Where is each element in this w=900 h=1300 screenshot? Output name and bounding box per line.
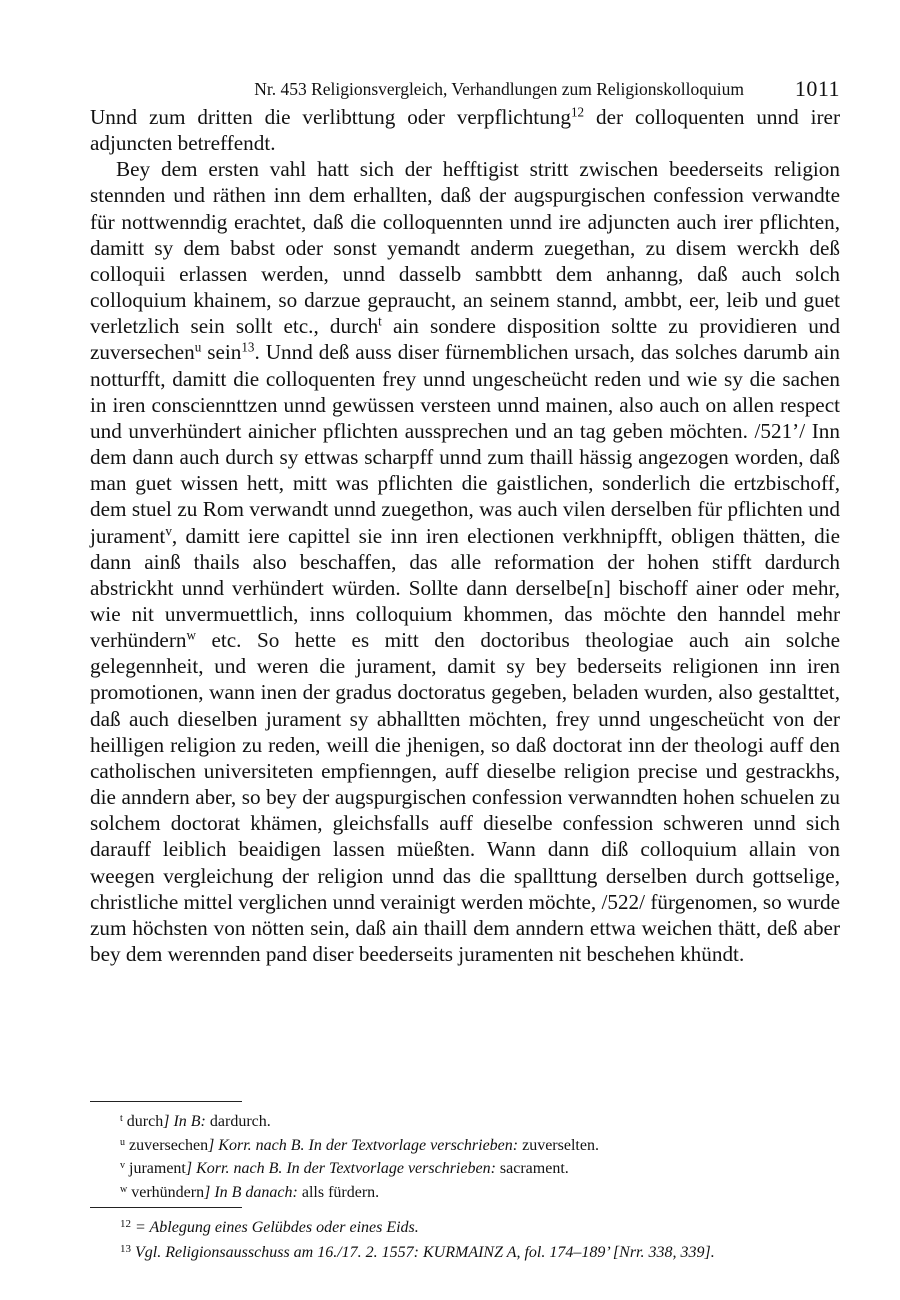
note-reading: sacrament.	[495, 1160, 569, 1178]
footnote-ref-12[interactable]: 12	[570, 104, 585, 120]
note-reading: dardurch.	[205, 1113, 271, 1130]
note-reading: alls fürdern.	[297, 1183, 380, 1201]
paragraph-2	[90, 156, 840, 967]
text-run: sein	[201, 340, 242, 365]
note-ref-v[interactable]: v	[165, 522, 172, 538]
running-title: Nr. 453 Religionsvergleich, Verhandlungen zum Religionskolloquium	[254, 79, 744, 99]
footnotes-divider	[90, 1207, 242, 1208]
note-lemma: durch	[126, 1113, 164, 1130]
textual-notes	[120, 1109, 840, 1203]
note-ref-u[interactable]: u	[194, 339, 202, 355]
page-number: 1011	[794, 76, 840, 101]
note-bracket: ]	[208, 1136, 215, 1154]
footnote-number: 12	[120, 1218, 131, 1230]
paragraph-1	[90, 104, 840, 156]
note-comment: Korr. nach B. In der Textvorlage verschrieben:	[214, 1136, 519, 1154]
text-run: . Unnd deß auss diser fürnemblichen ursach, das solches darumb ain notturfft, damitt die colloquenten frey unnd ungescheücht reden und wie sy die sachen in iren consciennttzen unnd gewüssen versteen unnd mainen, also auch on allen respect und unverhündert ainicher pflichten aussprechen und an tag geben möchten. /521’/ Inn dem dann auch durch sy ettwas scharpff unnd zum thaill hässig angezogen worden, daß man guet wissen hett, mitt was pflichten die gaistlichen, sonderlich die ertzbischoff, dem stuel zu Rom verwandt unnd zuegethon, was auch vilen derselben für pflichten und jurament	[90, 340, 840, 548]
footnote-13	[120, 1239, 840, 1264]
footnotes	[120, 1214, 840, 1263]
textual-note	[120, 1109, 840, 1133]
note-reading: zuverselten.	[518, 1136, 599, 1154]
document-page	[90, 74, 841, 1261]
note-mark: u	[120, 1136, 125, 1148]
note-bracket: ]	[204, 1183, 211, 1201]
textual-notes-divider	[90, 1101, 242, 1102]
note-ref-t[interactable]: t	[378, 313, 382, 329]
running-header	[90, 74, 840, 104]
text-run: etc. So hette es mitt den doctoribus theologiae auch ain solche gelegennheit, und weren die jurament, damit sy bey bederseits religionen inn iren promotionen, wann inen der gradus doctoratus gegeben, beladen wurden, also gestalttet, daß auch dieselben jurament sy abhalltten möchten, frey unnd ungescheücht von der heilligen religion zu reden, weill die jhenigen, so daß doctorat inn der theologi auff den catholischen universiteten empfienngen, auff dieselbe religion precise und gestrackhs, die anndern aber, so bey der augspurgischen confession verwanndten hohen schuelen zu solchem doctorat khämen, gleichsfalls auff dieselbe confession schweren unnd sich darauff leiblich beaidigen lassen müeßten. Wann dann diß colloquium allain von weegen vergleichung der religion unnd das die spallttung derselben durch gottselige, christliche mittel verglichen unnd verainigt werden möchte, /522/ fürgenomen, so wurde zum höchsten von nötten sein, daß ain thaill dem anndern ettwa weichen thätt, deß aber bey dem werennden pand diser beederseits juramenten nit beschehen khündt.	[90, 628, 840, 966]
footnote-text: Vgl. Religionsausschuss am 16./17. 2. 1557: KURMAINZ A, fol. 174–189’ [Nrr. 338, 339].	[135, 1243, 715, 1261]
footnote-12	[120, 1214, 840, 1239]
note-bracket: ]	[185, 1160, 193, 1178]
note-mark: v	[120, 1160, 125, 1172]
note-mark: w	[120, 1183, 128, 1195]
main-text	[90, 104, 840, 967]
text-run: der colloquenten unnd irer adjuncten betreffendt.	[90, 105, 841, 156]
textual-note	[120, 1133, 840, 1157]
note-comment: In B danach:	[210, 1183, 298, 1201]
text-run: Bey dem ersten vahl hatt sich der hefftigist stritt zwischen beederseits religion stennden und räthen inn dem erhallten, daß der augspurgischen confession verwandte für nottwenndig erachtet, daß die colloquennten unnd ire adjuncten auch irer pflichten, damitt sy dem babst oder sonst yemandt anderm zuegethan, zu disem werckh deß colloquii erlassen werden, unnd dasselb sambbtt dem anhanng, daß auch solch colloquium khainem, so darzue gepraucht, an seinem stannd, ambbt, eer, leib und guet verletzlich sein sollt etc., durch	[90, 157, 840, 339]
textual-note	[120, 1156, 840, 1180]
footnote-number: 13	[120, 1242, 131, 1255]
note-lemma: verhündern	[131, 1183, 205, 1201]
note-comment: In B:	[169, 1113, 206, 1130]
note-lemma: jurament	[129, 1160, 186, 1178]
note-mark: t	[120, 1113, 123, 1124]
footnote-ref-13[interactable]: 13	[241, 339, 255, 355]
text-run: , damitt iere capittel sie inn iren electionen verkhnipfft, obligen thätten, die dann ainß thails also beschaffen, das alle reformation der hohen stifft dardurch abstrickht unnd verhündert würden. Sollte dann derselbe[n] bischoff ainer oder mehr, wie nit unvermuettlich, inns colloquium khommen, das möchte den hanndel mehr verhündern	[90, 523, 840, 653]
textual-note	[120, 1180, 840, 1204]
text-run: ain sondere disposition soltte zu providieren und zuversechen	[90, 314, 840, 365]
note-bracket: ]	[163, 1113, 170, 1130]
note-lemma: zuversechen	[129, 1136, 209, 1154]
footnote-text: = Ablegung eines Gelübdes oder eines Eids.	[135, 1219, 419, 1236]
note-ref-w[interactable]: w	[186, 627, 196, 643]
note-comment: Korr. nach B. In der Textvorlage verschrieben:	[192, 1160, 496, 1178]
text-run: Unnd zum dritten die verlibttung oder verpflichtung	[90, 105, 571, 129]
